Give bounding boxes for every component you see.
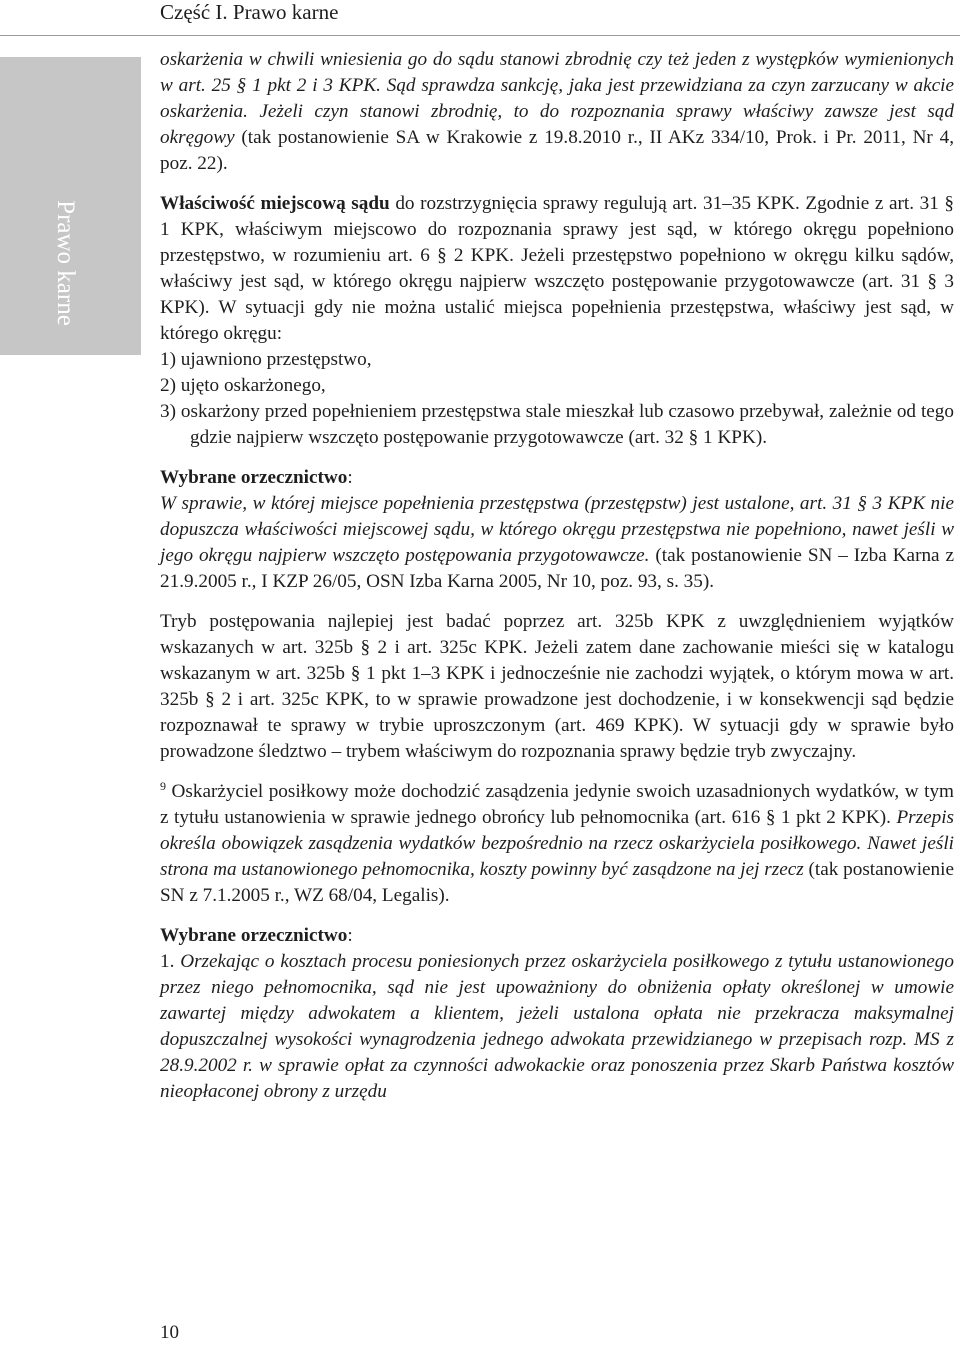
paragraph-2: [160, 191, 954, 347]
paragraph-4: [160, 779, 954, 909]
paragraph-3: Tryb postępowania najlepiej jest badać poprzez art. 325b KPK z uwzględnieniem wyjątków wskazanych w art. 325b § 2 i art. 325c KPK. Jeżeli zatem dane zachowanie mieści się w katalogu wskazanym w art. 325b § 1 pkt 1–3 KPK i jednocześnie nie zachodzi wyjątek, o którym mowa w art. 325b § 2 i art. 325c KPK, to w sprawie prowadzone jest dochodzenie, i w konsekwencji sąd będzie rozpoznawał te sprawy w trybie uproszczonym (art. 469 KPK). W sytuacji gdy w sprawie było prowadzone śledztwo – trybem właściwym do rozpoznania sprawy będzie tryb zwyczajny.: [160, 611, 954, 762]
case-law-colon: :: [347, 925, 353, 946]
list-item: 2) ujęto oskarżonego,: [160, 375, 326, 396]
paragraph-4-italic: Przepis określa obowiązek zasądzenia wydatków bezpośrednio na rzecz oskarżyciela posiłkowego. Nawet jeśli strona ma ustanowionego pełnomocnika, koszty powinny być zasądzone na jej rzecz: [160, 807, 954, 880]
case-law-2-text: [160, 949, 954, 1105]
case-law-heading: Wybrane orzecznictwo: [160, 925, 348, 946]
paragraph-1: [160, 47, 954, 177]
footnote-marker: 9: [160, 779, 166, 793]
paragraph-1-italic: oskarżenia w chwili wniesienia go do sądu stanowi zbrodnię czy też jeden z występków wymienionych w art. 25 § 1 pkt 2 i 3 KPK. Sąd sprawdza sankcję, jaka jest przewidziana za czyn zarzucany w akcie oskarżenia. Jeżeli czyn stanowi zbrodnię, to do rozpoznania sprawy właściwy zawsze jest sąd okręgowy: [160, 49, 954, 148]
paragraph-4-citation: (tak postanowienie SN z 7.1.2005 r., WZ 68/04, Legalis).: [160, 859, 954, 906]
paragraph-2-text: do rozstrzygnięcia sprawy regulują art. 31–35 KPK. Zgodnie z art. 31 § 1 KPK, właściwym miejscowo do rozpoznania sprawy jest sąd, w którego okręgu popełniono przestępstwo, w rozumieniu art. 6 § 2 KPK. Jeżeli przestępstwo popełniono w okręgu kilku sądów, właściwy jest sąd, w którego okręgu najpierw wszczęto postępowanie przygotowawcze (art. 31 § 3 KPK). W sytuacji gdy nie można ustalić miejsca popełnienia przestępstwa, właściwy jest sąd, w którego okręgu:: [160, 193, 955, 344]
case-law-1: [160, 465, 954, 491]
page-number: 10: [160, 1322, 179, 1343]
paragraph-4-text: Oskarżyciel posiłkowy może dochodzić zasądzenia jedynie swoich uzasadnionych wydatków, w tym z tytułu ustanowienia w sprawie jednego obrońcy lub pełnomocnika (art. 616 § 1 pkt 2 KPK).: [160, 781, 954, 828]
main-text: [160, 47, 954, 1105]
case-law-2: [160, 923, 954, 949]
list-item: 3) oskarżony przed popełnieniem przestępstwa stale mieszkał lub czasowo przebywał, zależnie od tego gdzie najpierw wszczęto postępowanie przygotowawcze (art. 32 § 1 KPK).: [160, 401, 954, 448]
case-law-2-number: 1.: [160, 951, 181, 972]
case-law-heading: Wybrane orzecznictwo: [160, 467, 348, 488]
paragraph-1-citation: (tak postanowienie SA w Krakowie z 19.8.2010 r., II AKz 334/10, Prok. i Pr. 2011, Nr 4, poz. 22).: [160, 127, 954, 174]
chapter-tab-label: Prawo karne: [52, 200, 79, 326]
header-divider: [0, 35, 960, 36]
case-law-2-italic: Orzekając o kosztach procesu poniesionych przez oskarżyciela posiłkowego z tytułu ustanowionego przez niego pełnomocnika, sąd nie jest upoważniony do obniżenia opłaty określonej w umowie zawartej między adwokatem a klientem, jeżeli ustalona opłata nie przekracza maksymalnej dopuszczalnej wysokości wynagrodzenia jednego adwokata przewidzianego w przepisach rozp. MS z 28.9.2002 r. w sprawie opłat za czynności adwokackie oraz ponoszenia przez Skarb Państwa kosztów nieopłaconej obrony z urzędu: [160, 951, 954, 1102]
case-law-1-citation: (tak postanowienie SN – Izba Karna z 21.9.2005 r., I KZP 26/05, OSN Izba Karna 2005, Nr 10, poz. 93, s. 35).: [160, 545, 954, 592]
chapter-tab: [0, 57, 141, 355]
running-header: Część I. Prawo karne: [160, 0, 339, 24]
paragraph-2-bold: Właściwość miejscową sądu: [160, 193, 390, 214]
list-item: 1) ujawniono przestępstwo,: [160, 349, 372, 370]
case-law-colon: :: [347, 467, 353, 488]
case-law-1-italic: W sprawie, w której miejsce popełnienia przestępstwa (przestępstw) jest ustalone, art. 31 § 3 KPK nie dopuszcza właściwości miejscowej sądu, w którego okręgu przestępstwa nie popełniono, nawet jeśli w jego okręgu najpierw wszczęto postępowania przygotowawcze.: [160, 493, 954, 566]
case-law-1-text: [160, 491, 954, 595]
